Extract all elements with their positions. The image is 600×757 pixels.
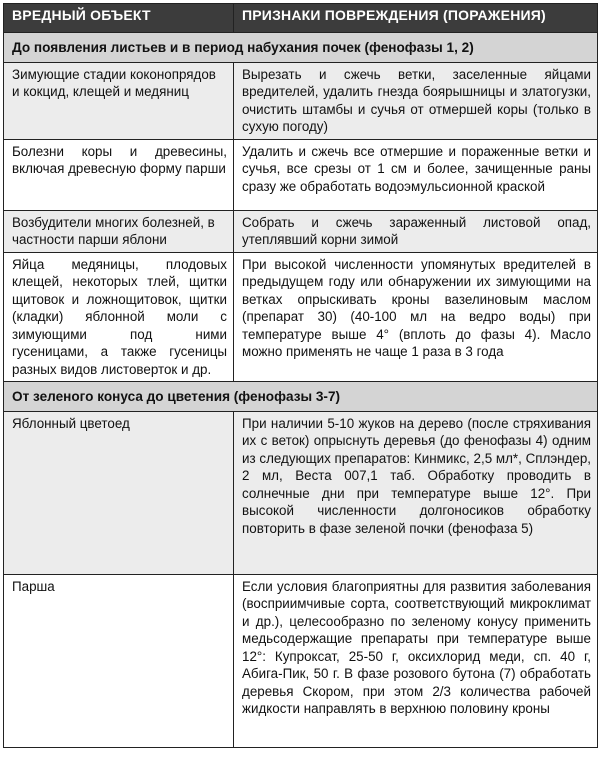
row-signs: При наличии 5-10 жуков на дерево (после стряхивания их с веток) опрыснуть деревья (до фенофазы 4) одним из следующих препаратов: Кинмикс, 2,5 мл*, Сплэндер, 2 мл, Веста 007,1 таб. Обработку проводить в солнечные дни при температуре выше 12°. При высокой численности долгоносиков обработку повторить в фазе зеленой почки (фенофаза 5) bbox=[234, 411, 598, 574]
row-signs: При высокой численности упомянутых вредителей в предыдущем году или обнаружении их зимующими на ветках опрыскивать кроны вазелиновым маслом (препарат 30) (40-100 мл на ведро воды) при температуре выше 4° (вплоть до фазы 4). Масло можно применять не чаще 1 раза в 3 года bbox=[234, 252, 598, 382]
section-row bbox=[4, 33, 598, 63]
row-object: Яйца медяницы, плодовых клещей, некоторых тлей, щитки щитовок и ложнощитовок, щитки (кладки) яблонной моли с зимующими под ними гусеницами, а также гусеницы разных видов листоверток и др. bbox=[4, 252, 234, 382]
table-row bbox=[4, 139, 598, 210]
pest-treatment-table bbox=[3, 3, 598, 748]
section-title: От зеленого конуса до цветения (фенофазы 3-7) bbox=[4, 382, 598, 412]
section-title: До появления листьев и в период набухания почек (фенофазы 1, 2) bbox=[4, 33, 598, 63]
table-row bbox=[4, 210, 598, 252]
table-header-row bbox=[4, 4, 598, 33]
table-row bbox=[4, 574, 598, 747]
row-object: Яблонный цветоед bbox=[4, 411, 234, 574]
row-signs: Если условия благоприятны для развития заболевания (восприимчивые сорта, соответствующий микроклимат и др.), целесообразно по зеленому конусу применить медьсодержащие препараты при температуре выше 12°: Купроксат, 25-50 г, оксихлорид меди, сп. 40 г, Абига-Пик, 50 г. В фазе розового бутона (7) обработать деревья Скором, при этом 2/3 количества рабочей жидкости направлять в верхнюю половину кроны bbox=[234, 574, 598, 747]
section-row bbox=[4, 382, 598, 412]
row-signs: Вырезать и сжечь ветки, заселенные яйцами вредителей, удалить гнезда боярышницы и златогузки, очистить штамбы и сучья от отмершей коры (только в сухую погоду) bbox=[234, 62, 598, 139]
row-object: Зимующие стадии коконопрядов и кокцид, клещей и медяниц bbox=[4, 62, 234, 139]
header-object: ВРЕДНЫЙ ОБЪЕКТ bbox=[4, 4, 234, 33]
row-signs: Удалить и сжечь все отмершие и пораженные ветки и сучья, все срезы от 1 см и более, зачищенные раны сразу же обработать водоэмульсионной краской bbox=[234, 139, 598, 210]
row-object: Парша bbox=[4, 574, 234, 747]
row-object: Возбудители многих болезней, в частности парши яблони bbox=[4, 210, 234, 252]
table-row bbox=[4, 62, 598, 139]
table-row bbox=[4, 252, 598, 382]
row-object: Болезни коры и древесины, включая древесную форму парши bbox=[4, 139, 234, 210]
row-signs: Собрать и сжечь зараженный листовой опад, утеплявший корни зимой bbox=[234, 210, 598, 252]
header-signs: ПРИЗНАКИ ПОВРЕЖДЕНИЯ (ПОРАЖЕНИЯ) bbox=[234, 4, 598, 33]
table-row bbox=[4, 411, 598, 574]
